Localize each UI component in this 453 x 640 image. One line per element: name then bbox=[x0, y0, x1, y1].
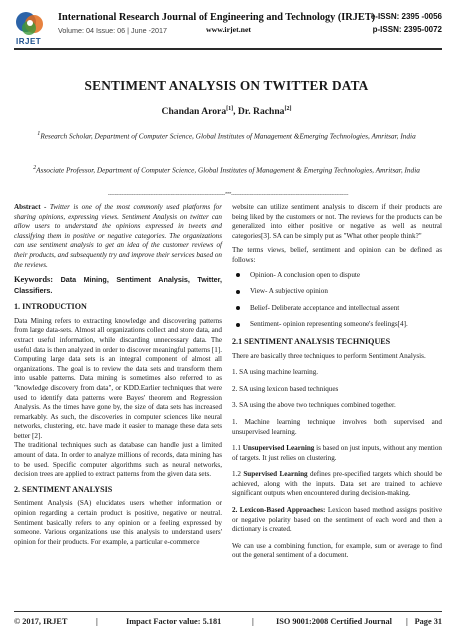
paper-title: SENTIMENT ANALYSIS ON TWITTER DATA bbox=[84, 78, 369, 93]
paragraph: website can utilize sentiment analysis to discern if their products are being liked by the customers or not. The reviews for the products can be generalized into either positive or negative as well as neutral categories[3]. SA can be simply put as "What other people think?" bbox=[232, 203, 442, 240]
footer-separator: | bbox=[96, 617, 98, 626]
author-ref: [2] bbox=[284, 106, 292, 112]
item-number: 1.2 bbox=[232, 470, 244, 479]
paragraph-supervised bbox=[232, 470, 442, 499]
footer-separator: | bbox=[406, 617, 408, 626]
bullet-item: Sentiment- opinion representing someone's feelings[4]. bbox=[232, 320, 442, 330]
irjet-logo-icon bbox=[14, 10, 50, 48]
term-label: Unsupervised Learning bbox=[242, 444, 315, 453]
affiliation-ref: 2 bbox=[33, 165, 37, 171]
term-text: defines pre-specified targets which should be achieved, along with the inputs. Data set are trained to achieve significant outputs when encountered during decision-making. bbox=[232, 470, 442, 498]
list-item: 2. SA using lexicon based techniques bbox=[232, 384, 339, 393]
term-text: Lexicon based method assigns positive or negative polarity based on the sentiment of each word and then a dictionary is created. bbox=[232, 506, 442, 534]
affiliation-text: Research Scholar, Department of Computer Science, Global Institutes of Management &Emerging Technologies, Amritsar, India bbox=[40, 131, 416, 141]
paragraph: The terms views, belief, sentiment and opinion can be defined as follows: bbox=[232, 246, 442, 264]
bullet-item: Opinion- A conclusion open to dispute bbox=[232, 271, 442, 281]
term-text: is based on just inputs, without any mention of targets. It just relies on clustering. bbox=[232, 444, 442, 462]
e-issn: e-ISSN: 2395 -0056 bbox=[370, 12, 442, 21]
author-name: Dr. Rachna bbox=[237, 106, 285, 118]
author-line bbox=[0, 106, 453, 117]
author-name: Chandan Arora bbox=[161, 106, 227, 118]
journal-name: International Research Journal of Engineering and Technology (IRJET) bbox=[58, 12, 376, 23]
impact-factor: Impact Factor value: 5.181 bbox=[126, 617, 222, 626]
journal-website-link[interactable]: www.irjet.net bbox=[206, 25, 252, 34]
abstract bbox=[14, 203, 222, 270]
paragraph: Data Mining refers to extracting knowledge and discovering patterns from large data-sets. Almost all organizations collect and store data, and extract useful information, while discarding unnecessary data. The useful data is then analyzed in order to discover meaningful patterns [1]. Computing large data sets is an integral component of almost all organizations. The goal is to review the data sets and transform them into usable patterns. Data mining is sometimes also referred to as "knowledge discovery from data", or KDD.Earlier techniques that were used to identify data patterns were Bayes' theorem and Regression Analysis. As the times have gone by, the size of data sets has increased remarkably. As such, the discoveries in computer sciences like neural networks, clustering, etc. have made it easier to manage these data sets better [2]. bbox=[14, 316, 222, 440]
affiliation-1 bbox=[20, 126, 433, 144]
author-separator: , bbox=[233, 106, 238, 118]
bullet-item: View- A subjective opinion bbox=[232, 287, 442, 297]
keywords bbox=[14, 275, 222, 296]
affiliation-text: Associate Professor, Department of Computer Science, Global Institutes of Management & Emerging Technologies, Amritsar, India bbox=[36, 165, 420, 175]
journal-header bbox=[14, 10, 442, 50]
paragraph: There are basically three techniques to perform Sentiment Analysis. bbox=[232, 351, 426, 360]
list-item: 1. SA using machine learning. bbox=[232, 368, 319, 377]
term-label: Supervised Learning bbox=[243, 470, 308, 479]
abstract-label: Abstract - bbox=[14, 203, 47, 211]
paragraph: 1. Machine learning technique involves both supervised and unsupervised learning. bbox=[232, 417, 442, 436]
item-number: 1.1 bbox=[232, 444, 243, 453]
paragraph: The traditional techniques such as database can handle just a limited amount of data. In order to analyze millions of records, data mining has to be used. Specific computer algorithms such as neural networks, decision trees are applied to extract patterns from the given data sets. bbox=[14, 441, 222, 479]
right-column bbox=[232, 203, 442, 566]
section-heading-introduction: 1. INTRODUCTION bbox=[14, 302, 87, 312]
paragraph-lexicon bbox=[232, 506, 442, 535]
footer-divider bbox=[14, 611, 442, 612]
paragraph-unsupervised bbox=[232, 444, 442, 463]
copyright: © 2017, IRJET bbox=[14, 617, 68, 626]
header-divider bbox=[14, 48, 442, 50]
term-label: 2. Lexicon-Based Approaches: bbox=[232, 506, 326, 515]
section-separator: ---------------------------------------------------------------------***--------------------------------------------------------------------- bbox=[107, 192, 349, 198]
p-issn: p-ISSN: 2395-0072 bbox=[372, 25, 442, 34]
iso-certification: ISO 9001:2008 Certified Journal bbox=[276, 617, 392, 626]
affiliation-ref: 1 bbox=[37, 131, 41, 137]
section-heading-sentiment-analysis: 2. SENTIMENT ANALYSIS bbox=[14, 484, 113, 494]
paragraph: We can use a combining function, for example, sum or average to find out the general sentiment of a document. bbox=[232, 541, 442, 560]
bullet-item: Belief- Deliberate acceptance and intellectual assent bbox=[232, 304, 442, 314]
affiliation-2 bbox=[20, 160, 433, 178]
left-column bbox=[14, 203, 222, 552]
author-ref: [1] bbox=[226, 106, 234, 112]
abstract-text: Twitter is one of the most commonly used platforms for sharing opinions, expressing views. Sentiment Analysis on twitter can allow users to understand the opinions expressed in tweets and classifying them in positive or negative categories. The organizations can use sentiment analysis to get an idea of the customer reviews of their products, and subsequently try and improve their services based on the reviews. bbox=[14, 203, 222, 269]
paragraph: Sentiment Analysis (SA) elucidates users whether information or opinion regarding a certain product is positive, negative or neutral. Sentiment basically refers to any opinion or a feeling expressed by someone. Various organizations use this analysis to understand users' opinion for their products. For example, a particular e-commerce bbox=[14, 499, 222, 546]
logo-text: IRJET bbox=[16, 37, 42, 46]
volume-issue: Volume: 04 Issue: 06 | June -2017 bbox=[58, 26, 167, 35]
keywords-text: Data Mining, Sentiment Analysis, Twitter, Classifiers. bbox=[14, 275, 222, 295]
keywords-label: Keywords: bbox=[14, 275, 54, 285]
list-item: 3. SA using the above two techniques combined together. bbox=[232, 401, 396, 410]
page-number: Page 31 bbox=[414, 617, 442, 626]
section-heading-techniques: 2.1 SENTIMENT ANALYSIS TECHNIQUES bbox=[232, 336, 391, 346]
footer-separator: | bbox=[252, 617, 254, 626]
